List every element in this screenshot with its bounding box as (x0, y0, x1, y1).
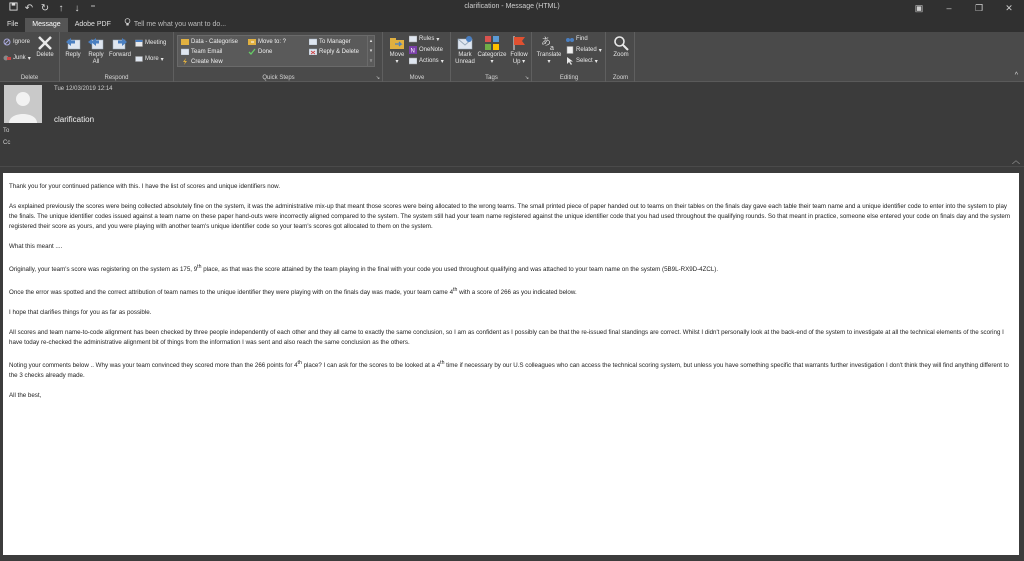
find-button[interactable]: Find (566, 35, 588, 43)
tab-adobe-pdf[interactable]: Adobe PDF (74, 21, 111, 28)
message-header (0, 83, 1024, 167)
reply-button[interactable]: Reply (62, 35, 84, 59)
reply-all-icon (88, 35, 104, 51)
tell-me-text: Tell me what you want to do... (133, 21, 227, 28)
zoom-button[interactable]: Zoom (610, 35, 632, 59)
to-label: To (3, 128, 10, 134)
quick-step-move-to[interactable]: Move to: ? (248, 38, 286, 46)
translate-button[interactable]: あ a Translate ▾ (536, 37, 562, 65)
tab-message[interactable]: Message (25, 18, 67, 32)
restore-icon[interactable]: ❐ (974, 3, 984, 13)
respond-group (60, 32, 174, 82)
ignore-button[interactable]: Ignore (3, 38, 30, 46)
ribbon-tabs (0, 17, 1024, 32)
ignore-icon (3, 38, 11, 46)
dialog-launcher-icon[interactable]: ↘ (375, 75, 380, 81)
move-button[interactable]: Move ▾ (386, 35, 408, 66)
chevron-down-icon: ▾ (27, 55, 31, 62)
binoculars-icon (566, 35, 574, 43)
message-date: Tue 12/03/2019 12:14 (54, 86, 113, 92)
onenote-icon (409, 46, 417, 54)
ribbon (0, 32, 1024, 82)
zoom-group-label: Zoom (612, 75, 629, 81)
svg-text:N: N (410, 48, 415, 54)
body-paragraph: As explained previously the scores were being collected absolutely fine on the system, it was the administrative mix-up that meant those scores were being allocated to the wrong teams. The small printed piece of paper handed out to teams on their tables on the finals day gave each table their team name and a unique identifier code to enter into the system to play the finals. The unique identifier codes issued against a team name on these paper hand-outs were incorrectly aligned compared to the system. The system still had your team name registered against the unique identifier code that you had used throughout the qualifying rounds. So that meant in practice, someone else entered your code on finals day and the system registered their score as yours, and you were playing with another team's unique identifier code so your team's scores got allocated to them on the system. (9, 203, 1011, 230)
rules-icon (409, 35, 417, 43)
svg-text:あ: あ (541, 37, 551, 48)
move-group-label: Move (409, 75, 425, 81)
body-paragraph: Originally, your team's score was registering on the system as 175, 9th place, as that was the score attained by the team playing in the final with your code you used throughout qualifying and was attached to your team name on the system (5B9L-RX9D-4ZCL). (9, 264, 719, 274)
svg-text:a: a (550, 45, 554, 51)
magnifier-icon (613, 35, 629, 51)
close-icon[interactable]: ✕ (1005, 3, 1013, 13)
body-paragraph: I hope that clarifies things for you as far as possible. (9, 309, 152, 317)
chevron-down-icon: ▾ (490, 59, 494, 65)
junk-icon (3, 54, 11, 62)
body-paragraph: Noting your comments below .. Why was your team convinced they scored more than the 266 points for 4th place? I can ask for the scores to be looked at a 4th time if necessary by our U.S colleagues who can access the technical scoring system, but unless you have something specific that warrants further investigation I don't think they will find anything different to the 3 checks already made. (9, 360, 1009, 380)
window-controls (904, 0, 1024, 17)
redo-icon[interactable]: ↻ (40, 2, 50, 14)
respond-group-label: Respond (104, 75, 129, 81)
message-subject: clarification (54, 115, 95, 124)
body-paragraph: All the best, (9, 392, 42, 400)
mark-unread-button[interactable]: Mark Unread (453, 35, 477, 66)
follow-up-button[interactable]: Follow Up ▾ (508, 35, 530, 66)
related-icon (566, 46, 574, 54)
onenote-button[interactable]: N OneNote (410, 47, 444, 54)
meeting-button[interactable]: Meeting (135, 39, 166, 47)
check-icon (248, 48, 256, 56)
body-paragraph: Once the error was spotted and the correct attribution of team names to the unique identifier they were playing with on the finals day was made, your team came 4th with a score of 266 as you indicated below. (9, 287, 577, 297)
quick-steps-group-label: Quick Steps (262, 75, 295, 81)
quick-step-create-new[interactable]: Create New (181, 58, 223, 66)
chevron-down-icon: ▾ (440, 58, 444, 65)
tell-me-box[interactable] (118, 18, 232, 32)
envelope-icon (457, 35, 473, 51)
undo-icon[interactable]: ↶ (24, 2, 34, 14)
categorize-button[interactable]: Categorize ▾ (477, 35, 507, 66)
window-title: clarification - Message (HTML) (464, 3, 560, 10)
move-folder-icon (389, 35, 405, 51)
tags-group (452, 32, 532, 82)
bottom-bar (0, 555, 1024, 561)
more-respond-button[interactable]: More ▾ (135, 55, 164, 63)
ribbon-display-icon[interactable]: ▣ (914, 3, 924, 13)
body-paragraph: All scores and team name-to-code alignment has been checked by three people independently of each other and they all came to exactly the same conclusion, so I am as confident as I possibly can be that the re-issued final standings are correct. Whilst I didn't personally look at the back-end of the system to investigate at all the technical elements of the scoring I have today re-checked the administrative alignment bit of things from the information I was sent and also reach the same conclusion as the others. (9, 329, 1004, 347)
quick-step-reply-delete[interactable]: Reply & Delete (309, 48, 359, 56)
quick-steps-gallery (177, 35, 375, 67)
categorize-icon (484, 35, 500, 51)
chevron-down-icon: ▾ (160, 56, 164, 63)
flag-icon (511, 35, 527, 51)
lightning-icon (181, 58, 189, 66)
reply-icon (65, 35, 81, 51)
translate-icon (541, 35, 557, 51)
chevron-down-icon: ▾ (522, 59, 526, 65)
cc-label: Cc (3, 140, 11, 146)
actions-icon (409, 57, 417, 65)
quick-step-done[interactable]: Done (248, 48, 272, 56)
select-cursor-icon (566, 57, 574, 65)
delete-button[interactable]: Delete (34, 35, 56, 59)
forward-icon (112, 35, 128, 51)
forward-button[interactable]: Forward (108, 35, 132, 59)
chevron-down-icon: ▾ (594, 58, 598, 65)
editing-group-label: Editing (559, 75, 579, 81)
editing-group (533, 32, 606, 82)
quick-step-data-categorise[interactable]: Data - Categorise (181, 38, 238, 46)
down-arrow-icon[interactable]: ↓ (74, 2, 80, 14)
quick-step-team-email[interactable]: Team Email (181, 48, 222, 56)
chevron-down-icon: ▾ (395, 59, 399, 65)
body-paragraph: Thank you for your continued patience with this. I have the list of scores and unique identifiers now. (9, 183, 281, 190)
quick-steps-scroll[interactable]: ▴ ▾ ▿ (367, 36, 374, 66)
lightbulb-icon (124, 18, 131, 32)
move-folder-icon (248, 38, 256, 46)
minimize-icon[interactable]: – (946, 3, 952, 13)
more-icon (135, 55, 143, 63)
chevron-down-icon: ▾ (547, 59, 551, 65)
body-paragraph: What this meant .... (9, 243, 63, 250)
up-arrow-icon[interactable]: ↑ (58, 2, 64, 14)
title-bar (0, 0, 1024, 17)
quick-access-toolbar (0, 2, 100, 16)
delete-icon (37, 35, 53, 51)
delete-group (0, 32, 60, 82)
customize-icon[interactable]: ⁼ (90, 2, 96, 14)
folder-icon (181, 38, 189, 46)
reply-delete-icon (309, 48, 317, 56)
dialog-launcher-icon[interactable]: ↘ (524, 75, 529, 81)
reply-all-button[interactable]: Reply All (85, 35, 107, 66)
delete-group-label: Delete (20, 75, 39, 81)
calendar-icon (135, 39, 143, 47)
select-button[interactable]: Select ▾ (566, 57, 598, 65)
quick-steps-group (175, 32, 383, 82)
move-group (384, 32, 451, 82)
chevron-down-icon: ▾ (598, 47, 602, 54)
zoom-group (607, 32, 635, 82)
tab-file[interactable]: File (7, 21, 19, 28)
actions-button[interactable]: Actions ▾ (409, 57, 444, 65)
collapse-ribbon-icon[interactable]: ^ (1014, 72, 1018, 79)
avatar (4, 85, 42, 123)
save-icon[interactable] (6, 2, 20, 16)
collapse-header-icon[interactable]: ︿ (1012, 156, 1020, 165)
junk-button[interactable]: Junk ▾ (3, 54, 31, 62)
message-body[interactable] (3, 173, 1019, 555)
envelope-arrow-icon (309, 38, 317, 46)
chevron-down-icon: ▾ (436, 36, 440, 43)
team-email-icon (181, 48, 189, 56)
rules-button[interactable]: Rules ▾ (409, 35, 439, 43)
quick-step-to-manager[interactable]: To Manager (309, 38, 351, 46)
related-button[interactable]: Related ▾ (566, 46, 602, 54)
tags-group-label: Tags (485, 75, 498, 81)
